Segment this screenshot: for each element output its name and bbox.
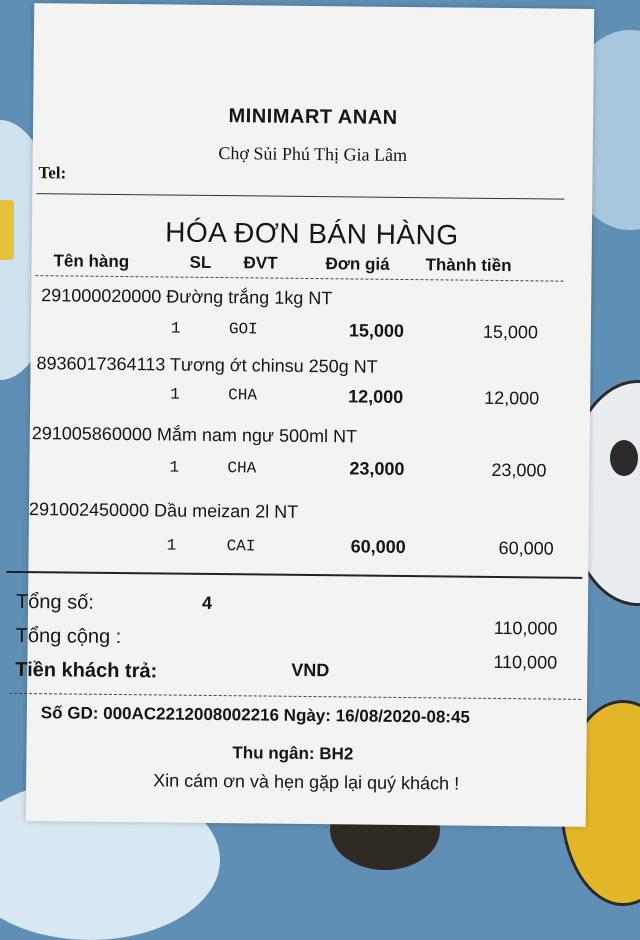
- item-unit: CHA: [227, 459, 257, 478]
- item-total: 15,000: [482, 321, 539, 343]
- item-code-name: 8936017364113 Tương ớt chinsu 250g NT: [36, 353, 378, 377]
- item-qty: 1: [166, 536, 177, 555]
- header-divider: [36, 193, 564, 200]
- item-price: 60,000: [350, 536, 406, 558]
- paid-value: 110,000: [493, 651, 558, 673]
- column-header-unit: ĐVT: [243, 253, 278, 273]
- item-price: 15,000: [348, 320, 405, 341]
- item-total: 60,000: [498, 537, 554, 559]
- summary-divider: [9, 693, 581, 700]
- column-header-divider: [35, 275, 563, 282]
- total-label: Tổng cộng :: [15, 624, 122, 649]
- item-qty: 1: [169, 458, 180, 477]
- item-total: 23,000: [491, 459, 547, 481]
- total-value: 110,000: [493, 617, 558, 639]
- item-code-name: 291005860000 Mắm nam ngư 500ml NT: [31, 423, 358, 447]
- background-yellow-stripe: [0, 200, 14, 260]
- item-total: 12,000: [484, 387, 540, 409]
- count-label: Tổng số:: [15, 590, 94, 614]
- tel-label: Tel:: [38, 163, 67, 183]
- item-unit: CAI: [226, 537, 256, 556]
- column-header-price: Đơn giá: [325, 254, 390, 274]
- items-divider: [6, 571, 582, 579]
- thank-you-message: Xin cám ơn và hẹn gặp lại quý khách !: [153, 770, 460, 794]
- column-header-name: Tên hàng: [53, 251, 130, 272]
- receipt-title: HÓA ĐƠN BÁN HÀNG: [165, 216, 459, 251]
- item-qty: 1: [170, 385, 180, 404]
- store-name: MINIMART ANAN: [228, 105, 398, 129]
- item-price: 12,000: [348, 386, 404, 407]
- receipt-paper: [15, 3, 595, 827]
- item-code-name: 291002450000 Dầu meizan 2l NT: [28, 499, 299, 522]
- paid-label: Tiền khách trả:: [15, 658, 158, 683]
- background-cartoon-eye: [610, 440, 638, 476]
- item-unit: GOI: [228, 320, 258, 339]
- transaction-line: Số GD: 000AC2212008002216 Ngày: 16/08/2020-08:45: [40, 703, 471, 727]
- item-code-name: 291000020000 Đường trắng 1kg NT: [41, 285, 333, 309]
- item-unit: CHA: [228, 386, 258, 405]
- cashier-line: Thu ngân: BH2: [232, 743, 354, 764]
- item-price: 23,000: [349, 458, 405, 479]
- column-header-total: Thành tiền: [425, 255, 512, 276]
- count-value: 4: [201, 592, 213, 613]
- store-address: Chợ Sủi Phú Thị Gia Lâm: [218, 143, 408, 166]
- paid-currency: VND: [291, 659, 330, 681]
- column-header-qty: SL: [189, 252, 212, 272]
- item-qty: 1: [170, 319, 181, 338]
